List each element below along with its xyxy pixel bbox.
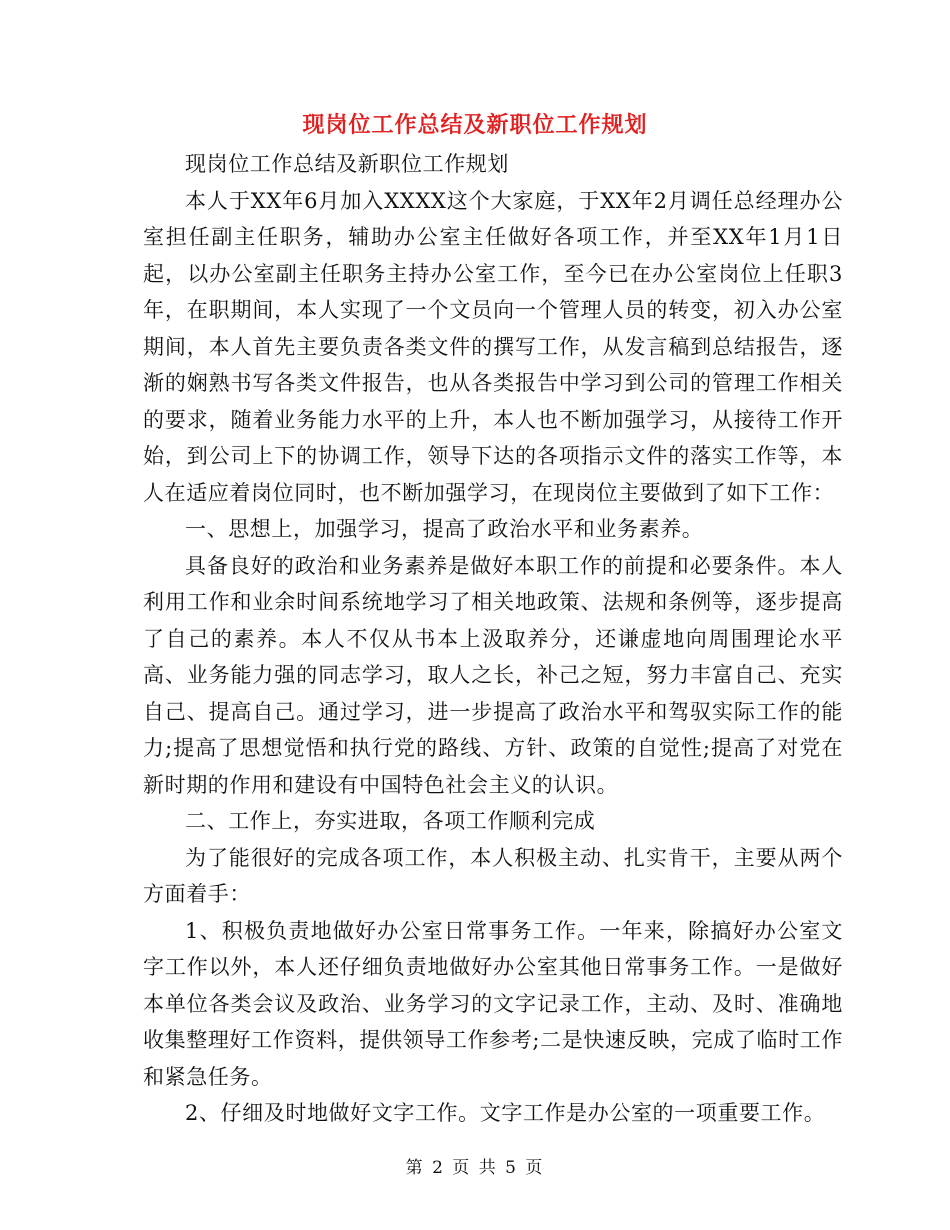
document-body <box>143 146 843 1132</box>
page-number: 第 2 页 共 5 页 <box>405 1158 545 1178</box>
section-heading-1: 一、思想上，加强学习，提高了政治水平和业务素养。 <box>185 517 704 541</box>
document-title: 现岗位工作总结及新职位工作规划 <box>302 112 648 138</box>
section-heading-2: 二、工作上，夯实进取，各项工作顺利完成 <box>185 809 596 833</box>
paragraph-introduction: 本人于XX年6月加入XXXX这个大家庭，于XX年2月调任总经理办公室担任副主任职务，辅助办公室主任做好各项工作，并至XX年1月1日起，以办公室副主任职务主持办公室工作，至今已在办公室岗位上任职3年，在职期间，本人实现了一个文员向一个管理人员的转变，初入办公室期间，本人首先主要负责各类文件的撰写工作，从发言稿到总结报告，逐渐的娴熟书写各类文件报告，也从各类报告中学习到公司的管理工作相关的要求，随着业务能力水平的上升，本人也不断加强学习，从接待工作开始，到公司上下的协调工作，领导下达的各项指示文件的落实工作等，本人在适应着岗位同时，也不断加强学习，在现岗位主要做到了如下工作： <box>143 188 843 505</box>
paragraph-subtitle: 现岗位工作总结及新职位工作规划 <box>185 152 509 176</box>
paragraph-section-2-intro: 为了能很好的完成各项工作，本人积极主动、扎实肯干，主要从两个方面着手： <box>143 845 843 906</box>
list-item-2: 2、仔细及时地做好文字工作。文字工作是办公室的一项重要工作。 <box>185 1101 826 1125</box>
list-item-1: 1、积极负责地做好办公室日常事务工作。一年来，除搞好办公室文字工作以外，本人还仔细负责地做好办公室其他日常事务工作。一是做好本单位各类会议及政治、业务学习的文字记录工作，主动、及时、准确地收集整理好工作资料，提供领导工作参考;二是快速反映，完成了临时工作和紧急任务。 <box>143 918 843 1089</box>
paragraph-section-1: 具备良好的政治和业务素养是做好本职工作的前提和必要条件。本人利用工作和业余时间系统地学习了相关地政策、法规和条例等，逐步提高了自己的素养。本人不仅从书本上汲取养分，还谦虚地向周围理论水平高、业务能力强的同志学习，取人之长，补己之短，努力丰富自己、充实自己、提高自己。通过学习，进一步提高了政治水平和驾驭实际工作的能力;提高了思想觉悟和执行党的路线、方针、政策的自觉性;提高了对党在新时期的作用和建设有中国特色社会主义的认识。 <box>143 553 843 797</box>
